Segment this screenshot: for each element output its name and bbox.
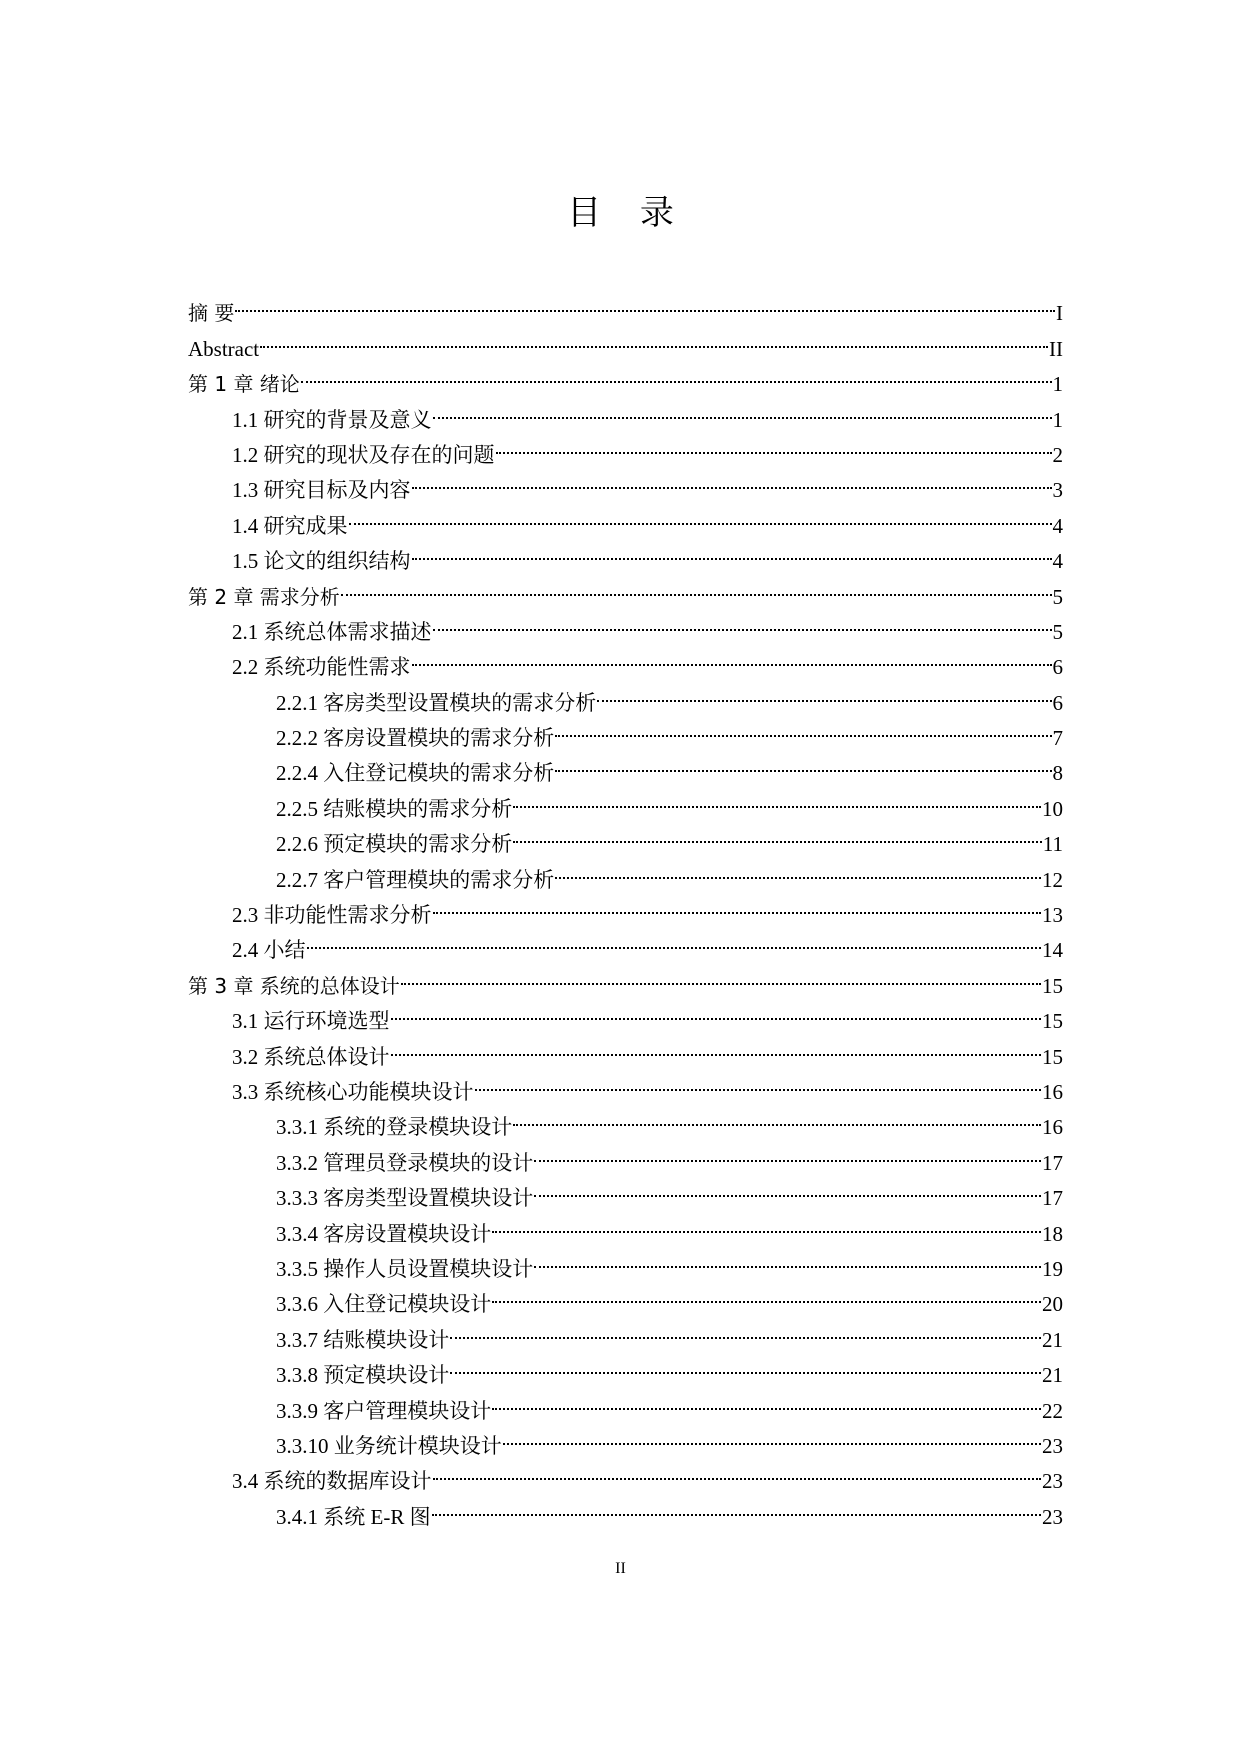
toc-entry-label: 1.3 研究目标及内容 xyxy=(232,478,411,503)
toc-entry-label: 2.3 非功能性需求分析 xyxy=(232,903,432,928)
toc-entry-label: 3.3.5 操作人员设置模块设计 xyxy=(276,1256,534,1281)
toc-dot-leader xyxy=(496,427,1052,462)
toc-entry-page-number: II xyxy=(1049,336,1063,361)
toc-entry-page-number: 1 xyxy=(1052,407,1063,432)
toc-entry-page-number: 15 xyxy=(1042,1044,1063,1069)
toc-entry-label: 3.2 系统总体设计 xyxy=(232,1044,390,1069)
toc-dot-leader xyxy=(534,1134,1041,1169)
toc-dot-leader xyxy=(432,1488,1041,1523)
toc-entry-label: 3.3.10 业务统计模块设计 xyxy=(276,1433,502,1458)
toc-entry-label: 2.2.6 预定模块的需求分析 xyxy=(276,832,513,857)
toc-dot-leader xyxy=(555,851,1041,886)
toc-entry-page-number: 7 xyxy=(1052,726,1063,751)
toc-entry-label: 3.3.7 结账模块设计 xyxy=(276,1327,450,1352)
toc-dot-leader xyxy=(513,780,1041,815)
toc-entry-label: 2.1 系统总体需求描述 xyxy=(232,619,432,644)
toc-entry-page-number: 20 xyxy=(1042,1292,1063,1317)
toc-dot-leader xyxy=(433,391,1052,426)
toc-entry-page-number: 22 xyxy=(1042,1398,1063,1423)
toc-entry-page-number: 14 xyxy=(1042,938,1063,963)
toc-entry-page-number: 8 xyxy=(1052,761,1063,786)
page-number: II xyxy=(615,1560,626,1577)
toc-dot-leader xyxy=(412,533,1052,568)
toc-dot-leader xyxy=(260,320,1048,355)
toc-entry[interactable] xyxy=(188,285,1063,326)
toc-entry-page-number: 17 xyxy=(1042,1186,1063,1211)
toc-entry-page-number: I xyxy=(1056,301,1063,326)
toc-dot-leader xyxy=(534,1241,1041,1276)
toc-entry-label: 1.5 论文的组织结构 xyxy=(232,549,411,574)
toc-entry-label: 2.2.1 客房类型设置模块的需求分析 xyxy=(276,690,597,715)
toc-dot-leader xyxy=(433,604,1052,639)
toc-entry-page-number: 16 xyxy=(1042,1079,1063,1104)
toc-entry-label: 1.1 研究的背景及意义 xyxy=(232,407,432,432)
toc-entry-label: 1.4 研究成果 xyxy=(232,513,348,538)
toc-dot-leader xyxy=(235,285,1055,320)
toc-entry-page-number: 21 xyxy=(1042,1327,1063,1352)
toc-entry-label: 第 1 章 绪论 xyxy=(188,372,300,397)
toc-entry-page-number: 6 xyxy=(1052,690,1063,715)
toc-entry-page-number: 13 xyxy=(1042,903,1063,928)
toc-dot-leader xyxy=(513,816,1042,851)
toc-dot-leader xyxy=(597,674,1051,709)
toc-entry-page-number: 23 xyxy=(1042,1433,1063,1458)
toc-dot-leader xyxy=(450,1347,1041,1382)
toc-entry-page-number: 3 xyxy=(1052,478,1063,503)
toc-entry-page-number: 1 xyxy=(1052,372,1063,397)
toc-dot-leader xyxy=(492,1382,1041,1417)
toc-entry-label: 3.3.2 管理员登录模块的设计 xyxy=(276,1150,534,1175)
toc-entry-label: 3.3 系统核心功能模块设计 xyxy=(232,1079,474,1104)
toc-dot-leader xyxy=(492,1276,1041,1311)
toc-dot-leader xyxy=(307,922,1042,957)
toc-entry-label: 摘 要 xyxy=(188,301,235,326)
toc-entry-label: 3.4 系统的数据库设计 xyxy=(232,1469,432,1494)
toc-entry-page-number: 4 xyxy=(1052,513,1063,538)
toc-entry-page-number: 12 xyxy=(1042,867,1063,892)
toc-entry-label: 3.3.1 系统的登录模块设计 xyxy=(276,1115,513,1140)
toc-dot-leader xyxy=(503,1418,1041,1453)
toc-entry-label: 第 3 章 系统的总体设计 xyxy=(188,973,400,998)
toc-entry-page-number: 23 xyxy=(1042,1504,1063,1529)
toc-entry-label: 3.4.1 系统 E-R 图 xyxy=(276,1504,431,1529)
toc-entry[interactable] xyxy=(188,391,1063,432)
toc-dot-leader xyxy=(450,1311,1041,1346)
toc-dot-leader xyxy=(433,1453,1042,1488)
toc-entry-label: 2.2.7 客户管理模块的需求分析 xyxy=(276,867,555,892)
toc-entry-page-number: 16 xyxy=(1042,1115,1063,1140)
toc-entry-label: 3.3.6 入住登记模块设计 xyxy=(276,1292,492,1317)
table-of-contents xyxy=(188,285,1063,1529)
toc-entry-label: Abstract xyxy=(188,336,260,361)
toc-entry-label: 3.3.4 客房设置模块设计 xyxy=(276,1221,492,1246)
toc-entry-page-number: 2 xyxy=(1052,442,1063,467)
toc-entry-label: 2.4 小结 xyxy=(232,938,306,963)
toc-entry-label: 2.2.2 客房设置模块的需求分析 xyxy=(276,726,555,751)
toc-dot-leader xyxy=(412,462,1052,497)
toc-entry-page-number: 4 xyxy=(1052,549,1063,574)
toc-entry[interactable] xyxy=(188,957,1063,998)
toc-entry-page-number: 21 xyxy=(1042,1363,1063,1388)
toc-dot-leader xyxy=(349,497,1052,532)
toc-dot-leader xyxy=(513,1099,1041,1134)
toc-dot-leader xyxy=(433,887,1042,922)
toc-dot-leader xyxy=(555,710,1051,745)
toc-entry-label: 3.1 运行环境选型 xyxy=(232,1009,390,1034)
toc-entry[interactable] xyxy=(188,320,1063,361)
toc-dot-leader xyxy=(301,356,1052,391)
toc-entry-label: 2.2.4 入住登记模块的需求分析 xyxy=(276,761,555,786)
toc-dot-leader xyxy=(391,1028,1042,1063)
toc-entry-page-number: 5 xyxy=(1052,619,1063,644)
toc-entry-label: 3.3.9 客户管理模块设计 xyxy=(276,1398,492,1423)
toc-dot-leader xyxy=(475,1064,1042,1099)
toc-dot-leader xyxy=(401,957,1041,992)
toc-entry-page-number: 15 xyxy=(1042,1009,1063,1034)
toc-entry-page-number: 18 xyxy=(1042,1221,1063,1246)
toc-entry-label: 2.2.5 结账模块的需求分析 xyxy=(276,796,513,821)
toc-entry[interactable] xyxy=(188,922,1063,963)
toc-entry-page-number: 11 xyxy=(1042,832,1063,857)
toc-dot-leader xyxy=(555,745,1051,780)
toc-entry-page-number: 10 xyxy=(1042,796,1063,821)
toc-entry[interactable] xyxy=(188,356,1063,397)
toc-dot-leader xyxy=(412,639,1052,674)
page-title: 目 录 xyxy=(567,193,688,233)
toc-dot-leader xyxy=(492,1205,1041,1240)
toc-entry-label: 第 2 章 需求分析 xyxy=(188,584,340,609)
toc-dot-leader xyxy=(341,568,1052,603)
toc-entry-label: 1.2 研究的现状及存在的问题 xyxy=(232,442,495,467)
toc-entry-label: 3.3.3 客房类型设置模块设计 xyxy=(276,1186,534,1211)
toc-entry-page-number: 6 xyxy=(1052,655,1063,680)
toc-entry-page-number: 15 xyxy=(1042,973,1063,998)
toc-entry-label: 2.2 系统功能性需求 xyxy=(232,655,411,680)
toc-dot-leader xyxy=(534,1170,1041,1205)
toc-entry-page-number: 19 xyxy=(1042,1256,1063,1281)
toc-entry-page-number: 23 xyxy=(1042,1469,1063,1494)
toc-entry-page-number: 17 xyxy=(1042,1150,1063,1175)
toc-dot-leader xyxy=(391,993,1042,1028)
toc-entry-page-number: 5 xyxy=(1052,584,1063,609)
toc-entry-label: 3.3.8 预定模块设计 xyxy=(276,1363,450,1388)
